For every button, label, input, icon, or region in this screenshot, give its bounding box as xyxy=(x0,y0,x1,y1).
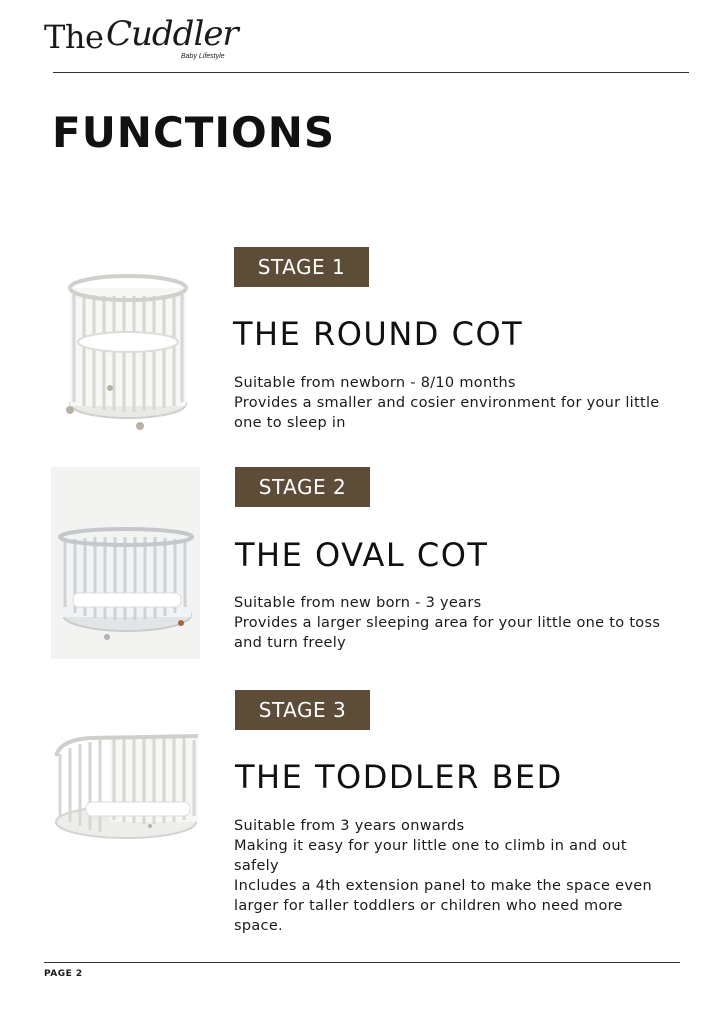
brand-logo-the: The xyxy=(44,18,104,56)
footer-divider xyxy=(44,962,680,963)
stage-3-title: THE TODDLER BED xyxy=(235,758,563,796)
stage-3-line: safely xyxy=(234,858,279,874)
stage-2-badge-label: STAGE 2 xyxy=(258,475,347,499)
brand-logo-name: Cuddler xyxy=(106,14,238,54)
stage-3-line: space. xyxy=(234,918,283,934)
stage-2-title: THE OVAL COT xyxy=(235,536,489,574)
stage-3-description xyxy=(234,816,674,936)
oval-cot-image xyxy=(51,467,200,659)
brand-tagline: Baby Lifestyle xyxy=(181,53,225,60)
stage-1-title: THE ROUND COT xyxy=(233,315,524,353)
stage-2-line: and turn freely xyxy=(234,635,346,651)
stage-3-line: larger for taller toddlers or children who need more xyxy=(234,898,623,914)
toddler-bed-image xyxy=(50,726,202,848)
stage-2-description xyxy=(234,593,674,653)
stage-1-description xyxy=(234,373,674,433)
stage-1-badge xyxy=(234,247,369,287)
stage-3-line: Includes a 4th extension panel to make the space even xyxy=(234,878,652,894)
page-title: FUNCTIONS xyxy=(52,108,336,157)
round-cot-illustration xyxy=(60,268,195,436)
stage-3-badge xyxy=(235,690,370,730)
stage-2-badge xyxy=(235,467,370,507)
stage-3-badge-label: STAGE 3 xyxy=(258,698,347,722)
page-number: PAGE 2 xyxy=(44,969,83,979)
stage-1-line: Provides a smaller and cosier environment for your little xyxy=(234,395,660,411)
round-cot-image xyxy=(60,268,195,436)
header-divider xyxy=(53,72,689,73)
stage-2-line: Suitable from new born - 3 years xyxy=(234,595,482,611)
stage-1-badge-label: STAGE 1 xyxy=(257,255,346,279)
oval-cot-illustration xyxy=(51,467,200,659)
stage-1-line: one to sleep in xyxy=(234,415,346,431)
stage-3-line: Making it easy for your little one to climb in and out xyxy=(234,838,627,854)
stage-2-line: Provides a larger sleeping area for your little one to toss xyxy=(234,615,661,631)
toddler-bed-illustration xyxy=(50,726,202,848)
stage-3-line: Suitable from 3 years onwards xyxy=(234,818,465,834)
brand-logo xyxy=(44,14,244,66)
stage-1-line: Suitable from newborn - 8/10 months xyxy=(234,375,516,391)
